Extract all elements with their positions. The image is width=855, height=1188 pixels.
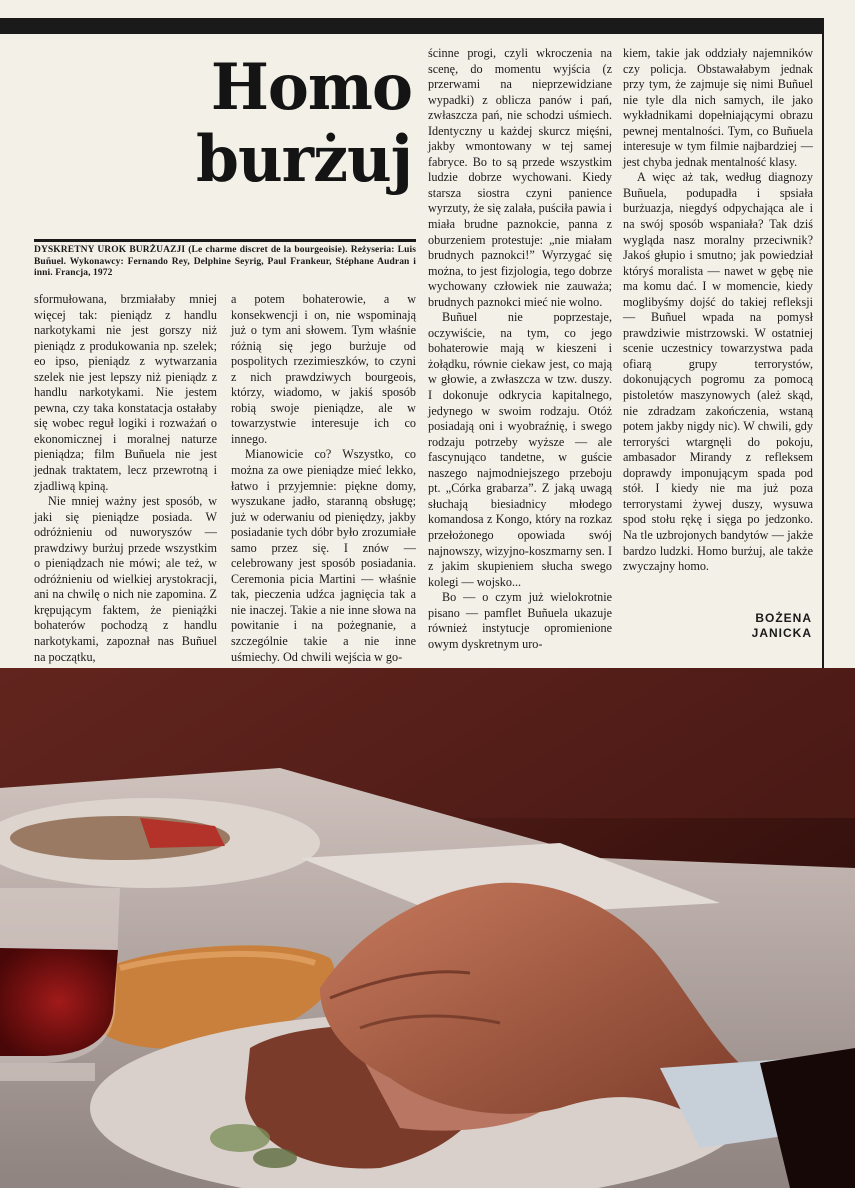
paragraph: kiem, takie jak oddziały najemników czy policja. Obstawałabym jednak przy tym, że zajmuje się nimi Buñuel nie tyle dla nich samych, ile jako wykładnikami dopełniającymi obrazu pewnej mentalności. Tym, co Buñuela interesuje w tym filmie najbardziej — jest chyba jednak mentalność klasy. xyxy=(623,46,813,169)
title-line-1: Homo xyxy=(210,50,412,125)
paragraph: a potem bohaterowie, a w konsekwencji i on, nie wspominają już o tym ani słowem. Tym właśnie różnią się jego burżuje od pospolitych rzezimieszków, to czyni z nich prawdziwych bourgeois, którzy, wiadomo, w jakiś sposób robią swoje pieniądze, ale w towarzystwie interesuje ich co innego. xyxy=(231,292,416,446)
text-column-2 xyxy=(231,292,416,665)
title-line-2: burżuj xyxy=(195,122,412,197)
author-first-name: BOŻENA xyxy=(755,611,812,625)
paragraph: ścinne progi, czyli wkroczenia na scenę, do momentu wyjścia (z przerwami na nieprzewidziane wypadki) z oblicza panów i pań, zwłaszcza pań, nie schodzi uśmiech. Identyczny u każdej skurcz mięśni, jakby wmontowany w tej samej fabryce. Bo to są przede wszystkim ludzie dobrze wychowani. Kiedy starsza siostra czyni panience wyrzuty, że się zalała, puściła pawia i miała brudne paznokcie, panna z oburzeniem protestuje: „nie miałam brudnych paznokci!” Wyrzygać się można, to jest fizjologia, tego dobrze wychowany człowiek nie zauważa; brudnych paznokci mieć nie wolno. xyxy=(428,46,612,309)
paragraph: Bo — o czym już wielokrotnie pisano — pamflet Buñuela ukazuje również instytucje opromienione owym dyskretnym uro- xyxy=(428,590,612,651)
paragraph: A więc aż tak, według diagnozy Buñuela, podupadła i spsiała burżuazja, niegdyś odpychająca ale i na swój sposób wspaniała? Tak dziś wygląda nasz moralny przeciwnik? Jakoś głupio i smutno; jak powiedział któryś moralista — nawet w gębę nie ma komu dać. I w momencie, kiedy moglibyśmy dojść do takiej refleksji — Buñuel wpada na pomysł prawdziwie mistrzowski. W ostatniej scenie uczestnicy towarzystwa pada ofiarą grupy terrorystów, dokonujących pogromu za pomocą pistoletów maszynowych (ależ skąd, nie zdradzam zakończenia, wstaną potem jakby nigdy nic). W chwili, gdy terroryści wtargnęli do pokoju, ambasador Mirandy z refleksem doprawdy imponującym spada pod stół. I kiedy nie ma już poza terrorystami żywej duszy, wysuwa spod stołu rękę i sięga po jedzonko. Na tle uzbrojonych bandytów — jakże bardzo ludzki. Homo burżuj, ale także zwyczajny homo. xyxy=(623,170,813,574)
text-column-4 xyxy=(623,46,813,575)
top-black-bar xyxy=(0,18,822,34)
paragraph: Buñuel nie poprzestaje, oczywiście, na tym, co jego bohaterowie mają w kieszeni i żołądku, równie ciekaw jest, co mają w głowie, a zwłaszcza w tzw. duszy. I dokonuje odkrycia kapitalnego, jedynego w swoim rodzaju. Otóż posiadają oni i wyobraźnię, i swego rodzaju potrzeby wyższe — ale fascynująco tandetne, w guście naszego najmodniejszego przeboju pt. „Córka grabarza”. Z jaką uwagą słuchają biesiadnicy młodego komandosa z Kongo, który na rozkaz przełożonego opowiada swój najnowszy, wizyjno-koszmarny sen. I z jakim skupieniem słucha swego kolegi — wojsko... xyxy=(428,310,612,589)
film-credits: DYSKRETNY UROK BURŻUAZJI (Le charme discret de la bourgeoisie). Reżyseria: Luis Buñuel. Wykonawcy: Fernando Rey, Delphine Seyrig, Paul Frankeur, Stéphane Audran i inni. Francja, 1972 xyxy=(34,245,416,278)
text-column-3 xyxy=(428,46,612,652)
author-last-name: JANICKA xyxy=(751,626,812,640)
film-still-dinner-hand-photo xyxy=(0,668,855,1188)
paragraph: Mianowicie co? Wszystko, co można za owe pieniądze mieć lekko, łatwo i przyjemnie: piękne domy, wyszukane jadło, staranną obsługę; już w oderwaniu od pieniędzy, jakby posiadanie tych dóbr było zrozumiałe samo przez się. I znów — celebrowany jest sposób posiadania. Ceremonia picia Martini — właśnie tak, pieczenia udźca jagnięcia tak a nie inaczej. Takie a nie inne słowa na powitanie i na pożegnanie, a szczególnie takie a nie inne uśmiechy. Od chwili wejścia w go- xyxy=(231,447,416,664)
text-column-1 xyxy=(34,292,217,665)
paragraph: sformułowana, brzmiałaby mniej więcej tak: pieniądz z handlu narkotykami nie jest gorszy niż pieniądz z produkowania np. szelek; eo ipso, pieniądz z wytwarzania szelek nie jest lepszy niż pieniądz z handlu narkotykami. Nie jestem pewna, czy taka konstatacja ostałaby się wobec reguł logiki i rozważań o ekonomicznej i moralnej naturze pieniądza; film Buñuela nie jest jednak traktatem, lecz przewrotną i zjadliwą kpiną. xyxy=(34,292,217,493)
credits-rule xyxy=(34,239,416,242)
right-edge-strip xyxy=(822,18,824,668)
article-title xyxy=(189,52,412,196)
photo-illustration xyxy=(0,668,855,1188)
author-signature xyxy=(700,611,812,641)
paragraph: Nie mniej ważny jest sposób, w jaki się pieniądze posiada. W odróżnieniu od nuworyszów — prawdziwy burżuj przede wszystkim o pieniądzach nie mówi; ale też, w odróżnieniu od wielkiej arystokracji, ani na chwilę o nich nie zapomina. Z krępującym faktem, że pieniążki bohaterów pochodzą z handlu narkotykami, zapoznał nas Buñuel na początku, xyxy=(34,494,217,664)
